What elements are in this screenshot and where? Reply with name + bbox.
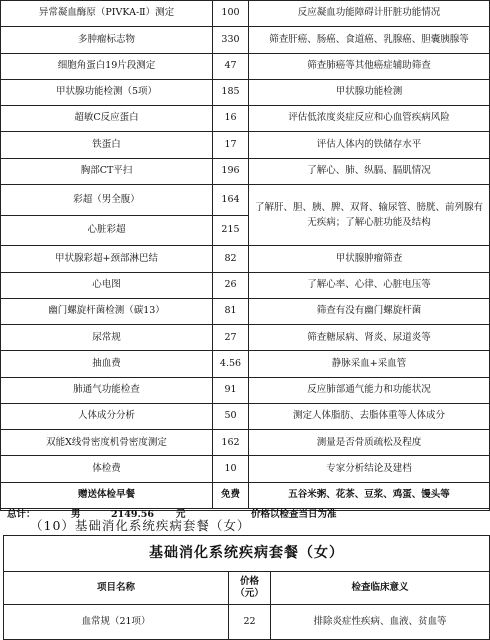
item-price: 185 (213, 79, 249, 105)
section-title: （10）基础消化系统疾病套餐（女） (30, 518, 251, 533)
total-unit: 元 (176, 509, 186, 521)
item-price: 81 (213, 298, 249, 324)
item-meaning: 测量是否骨质疏松及程度 (249, 430, 490, 456)
total-label: 总计： (7, 509, 36, 521)
item-name: 抽血费 (1, 351, 213, 377)
item-price: 免费 (213, 482, 249, 508)
item-name: 尿常规 (1, 325, 213, 351)
header-price: 价格（元） (229, 572, 271, 605)
total-row (1, 508, 490, 510)
item-name: 超敏C反应蛋白 (1, 106, 213, 132)
table-row (1, 27, 490, 53)
item-price: 47 (213, 53, 249, 79)
table-row (1, 456, 490, 482)
item-price: 16 (213, 106, 249, 132)
item-price: 26 (213, 272, 249, 298)
table-row (4, 605, 490, 640)
table-row (1, 79, 490, 105)
item-meaning: 反应凝血功能障碍计肝脏功能情况 (249, 1, 490, 27)
total-note: 价格以检查当日为准 (251, 509, 337, 521)
item-name: 铁蛋白 (1, 132, 213, 158)
header-meaning: 检查临床意义 (271, 572, 490, 605)
item-price: 162 (213, 430, 249, 456)
item-meaning: 筛查有没有幽门螺旋杆菌 (249, 298, 490, 324)
item-name: 肺通气功能检查 (1, 377, 213, 403)
item-meaning-merged: 了解肝、胆、胰、脾、双肾、输尿管、膀胱、前列腺有无疾病；了解心脏功能及结构 (249, 184, 490, 246)
table-row (1, 377, 490, 403)
item-name: 异常凝血酶原（PIVKA-Ⅱ）测定 (1, 1, 213, 27)
total-amount: 2149.56 (111, 509, 154, 521)
table-row (1, 272, 490, 298)
table-row (1, 106, 490, 132)
table-row (1, 158, 490, 184)
item-meaning: 了解心、肺、纵膈、膈肌情况 (249, 158, 490, 184)
item-price: 27 (213, 325, 249, 351)
item-price: 215 (213, 215, 249, 246)
table-title: 基础消化系统疾病套餐（女） (4, 536, 490, 572)
item-meaning: 静脉采血+采血管 (249, 351, 490, 377)
item-price: 50 (213, 403, 249, 429)
item-price: 164 (213, 184, 249, 215)
item-name: 甲状腺功能检测（5项） (1, 79, 213, 105)
item-meaning: 甲状腺肿瘤筛查 (249, 246, 490, 272)
item-name: 甲状腺彩超+颈部淋巴结 (1, 246, 213, 272)
item-meaning: 评估人体内的铁储存水平 (249, 132, 490, 158)
item-meaning: 排除炎症性疾病、血液、贫血等 (271, 605, 490, 640)
item-price: 4.56 (213, 351, 249, 377)
item-name: 细胞角蛋白19片段测定 (1, 53, 213, 79)
item-name: 彩超（男全腹） (1, 184, 213, 215)
table-row (1, 482, 490, 508)
item-meaning: 了解心率、心律、心脏电压等 (249, 272, 490, 298)
total-gender: 男 (71, 509, 81, 521)
item-price: 22 (229, 605, 271, 640)
table-row (1, 1, 490, 27)
item-name: 体检费 (1, 456, 213, 482)
item-name: 幽门螺旋杆菌检测（碳13） (1, 298, 213, 324)
female-package-table (3, 535, 490, 640)
item-price: 100 (213, 1, 249, 27)
item-meaning: 筛查肝癌、肠癌、食道癌、乳腺癌、胆囊胰腺等 (249, 27, 490, 53)
item-meaning: 甲状腺功能检测 (249, 79, 490, 105)
table-row (1, 403, 490, 429)
item-name: 胸部CT平扫 (1, 158, 213, 184)
item-meaning: 筛查糖尿病、肾炎、尿道炎等 (249, 325, 490, 351)
table-row (1, 184, 490, 215)
item-price: 196 (213, 158, 249, 184)
item-name: 心电图 (1, 272, 213, 298)
item-name: 赠送体检早餐 (1, 482, 213, 508)
table-row (1, 430, 490, 456)
item-name: 人体成分分析 (1, 403, 213, 429)
table-row (1, 325, 490, 351)
item-meaning: 筛查肺癌等其他癌症辅助筛查 (249, 53, 490, 79)
header-item: 项目名称 (4, 572, 229, 605)
item-name: 心脏彩超 (1, 215, 213, 246)
item-meaning: 评估低浓度炎症反应和心血管疾病风险 (249, 106, 490, 132)
table-row (1, 53, 490, 79)
item-name: 血常规（21项） (4, 605, 229, 640)
item-price: 17 (213, 132, 249, 158)
item-meaning: 反应肺部通气能力和功能状况 (249, 377, 490, 403)
table-row (1, 351, 490, 377)
item-price: 91 (213, 377, 249, 403)
item-name: 双能X线骨密度机骨密度测定 (1, 430, 213, 456)
table-header-row (4, 572, 490, 605)
item-price: 82 (213, 246, 249, 272)
item-meaning: 五谷米粥、花茶、豆浆、鸡蛋、馒头等 (249, 482, 490, 508)
total-cell (1, 508, 490, 521)
table-title-row (4, 536, 490, 572)
item-meaning: 测定人体脂肪、去脂体重等人体成分 (249, 403, 490, 429)
table-row (1, 298, 490, 324)
item-meaning: 专家分析结论及建档 (249, 456, 490, 482)
item-price: 330 (213, 27, 249, 53)
item-price: 10 (213, 456, 249, 482)
item-name: 多肿瘤标志物 (1, 27, 213, 53)
table-row (1, 246, 490, 272)
table-row (1, 132, 490, 158)
